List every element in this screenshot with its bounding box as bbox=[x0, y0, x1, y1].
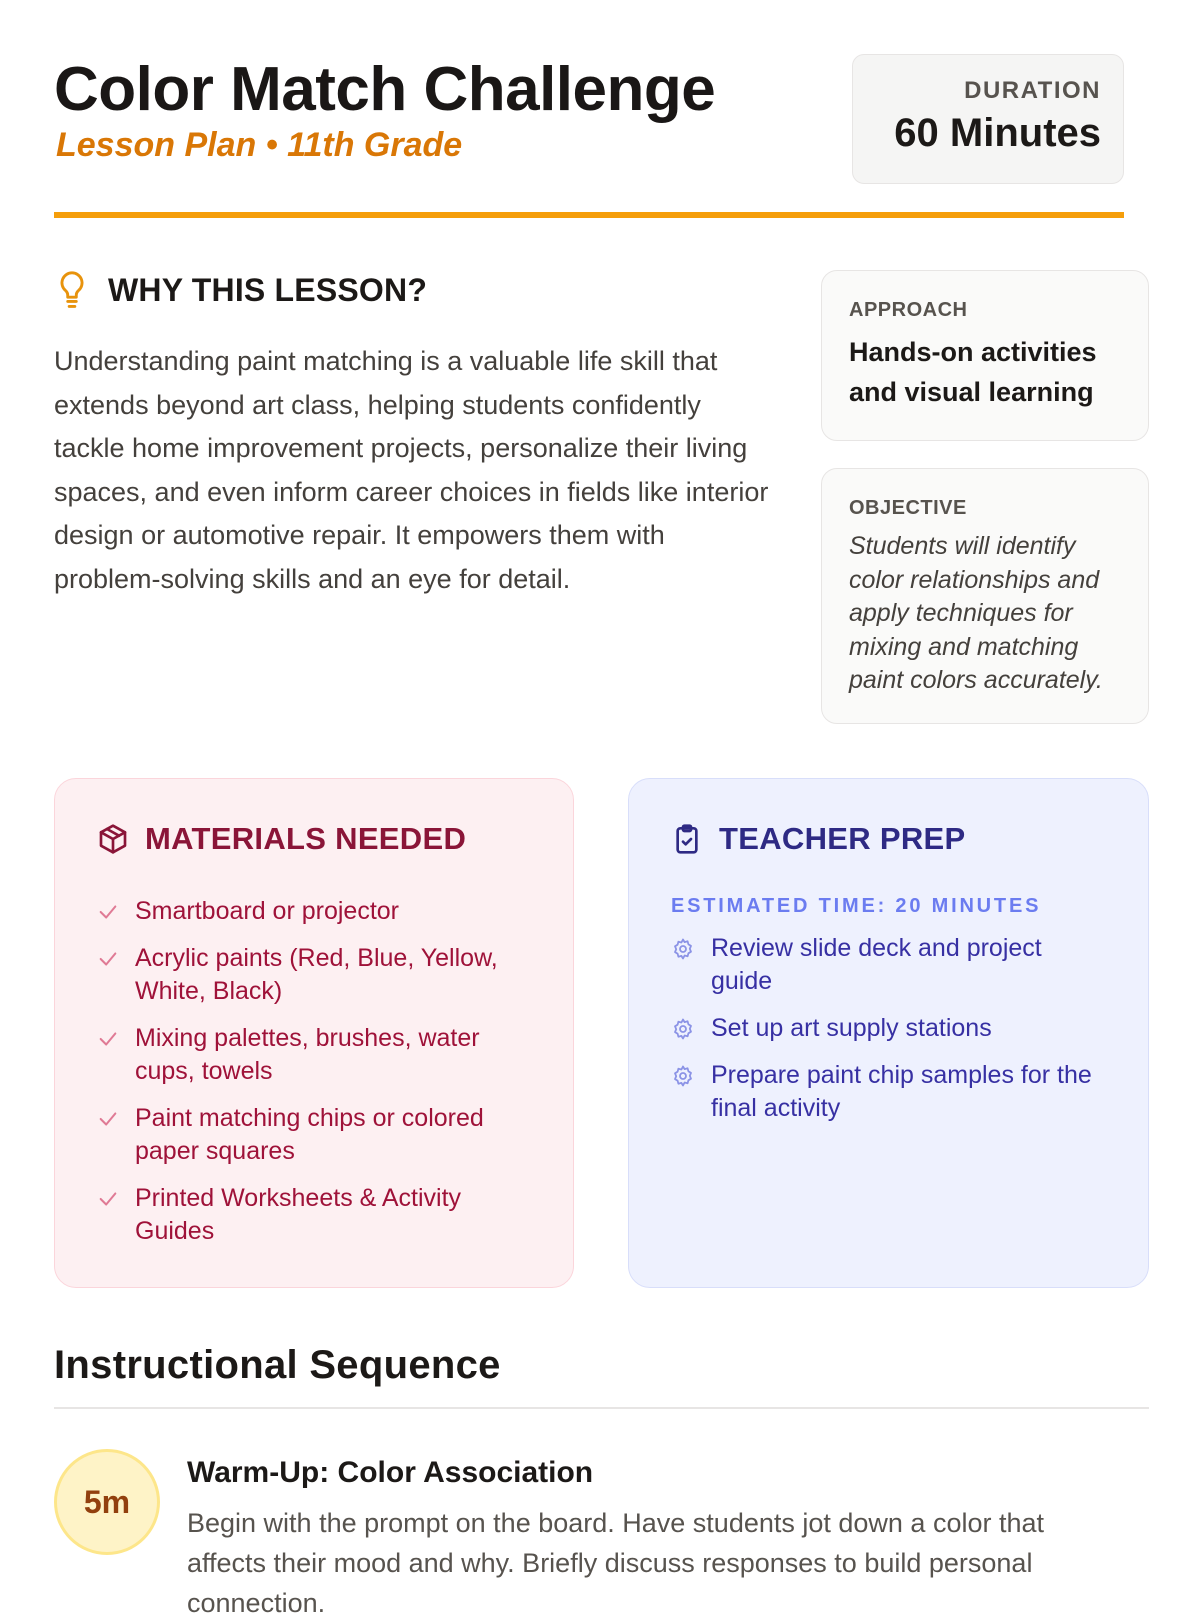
prep-estimated-time: ESTIMATED TIME: 20 MINUTES bbox=[671, 895, 1042, 917]
check-icon bbox=[97, 948, 119, 970]
check-icon bbox=[97, 1108, 119, 1130]
material-item-text: Acrylic paints (Red, Blue, Yellow, White, Black) bbox=[135, 944, 498, 1005]
sequence-divider bbox=[54, 1407, 1149, 1409]
prep-item-text: Prepare paint chip samples for the final activity bbox=[711, 1061, 1092, 1122]
approach-label: APPROACH bbox=[849, 299, 968, 321]
prep-title: TEACHER PREP bbox=[719, 821, 966, 856]
why-body: Understanding paint matching is a valuable life skill that extends beyond art class, helping students confidently tackle home improvement projects, personalize their living spaces, and even inform career choices in fields like interior design or automotive repair. It empowers them with problem-solving skills and an eye for detail. bbox=[54, 346, 769, 594]
material-item-text: Mixing palettes, brushes, water cups, towels bbox=[135, 1024, 480, 1085]
lightbulb-icon bbox=[54, 270, 90, 310]
why-title: WHY THIS LESSON? bbox=[108, 271, 428, 308]
material-item-text: Paint matching chips or colored paper squares bbox=[135, 1104, 484, 1165]
list-item bbox=[97, 942, 533, 1008]
material-item-text: Printed Worksheets & Activity Guides bbox=[135, 1184, 462, 1245]
why-heading bbox=[54, 270, 774, 310]
list-item bbox=[97, 1022, 533, 1088]
prep-heading bbox=[671, 821, 1108, 857]
gear-icon bbox=[671, 937, 695, 961]
duration-label: DURATION bbox=[964, 77, 1101, 104]
sequence-title: Instructional Sequence bbox=[54, 1343, 501, 1387]
materials-heading bbox=[97, 821, 533, 857]
materials-box bbox=[54, 778, 574, 1288]
step-duration-badge: 5m bbox=[54, 1449, 160, 1555]
approach-card bbox=[821, 270, 1149, 441]
prep-item-text: Review slide deck and project guide bbox=[711, 934, 1042, 995]
material-item-text: Smartboard or projector bbox=[135, 897, 400, 925]
box-icon bbox=[97, 822, 129, 856]
page-title: Color Match Challenge bbox=[54, 55, 716, 124]
prep-list bbox=[671, 932, 1108, 1125]
duration-badge bbox=[852, 54, 1124, 184]
clipboard-check-icon bbox=[671, 822, 703, 856]
list-item bbox=[97, 1182, 533, 1248]
materials-title: MATERIALS NEEDED bbox=[145, 821, 467, 856]
objective-card bbox=[821, 468, 1149, 724]
page-subtitle: Lesson Plan • 11th Grade bbox=[56, 126, 463, 164]
approach-value: Hands-on activities and visual learning bbox=[849, 337, 1097, 407]
list-item bbox=[97, 1102, 533, 1168]
step-title: Warm-Up: Color Association bbox=[187, 1456, 594, 1489]
materials-list bbox=[97, 895, 533, 1248]
objective-label: OBJECTIVE bbox=[849, 497, 967, 519]
list-item bbox=[671, 1059, 1108, 1125]
list-item bbox=[671, 1012, 1108, 1045]
check-icon bbox=[97, 901, 119, 923]
gear-icon bbox=[671, 1064, 695, 1088]
gear-icon bbox=[671, 1017, 695, 1041]
why-section bbox=[54, 270, 774, 601]
check-icon bbox=[97, 1028, 119, 1050]
list-item bbox=[97, 895, 533, 928]
list-item bbox=[671, 932, 1108, 998]
duration-value: 60 Minutes bbox=[894, 111, 1101, 155]
step-description: Begin with the prompt on the board. Have students jot down a color that affects their mood and why. Briefly discuss responses to build personal connection. bbox=[187, 1508, 1045, 1618]
teacher-prep-box bbox=[628, 778, 1149, 1288]
objective-value: Students will identify color relationships and apply techniques for mixing and matching paint colors accurately. bbox=[849, 532, 1103, 694]
lesson-header bbox=[54, 54, 1124, 218]
prep-item-text: Set up art supply stations bbox=[711, 1014, 992, 1042]
check-icon bbox=[97, 1188, 119, 1210]
